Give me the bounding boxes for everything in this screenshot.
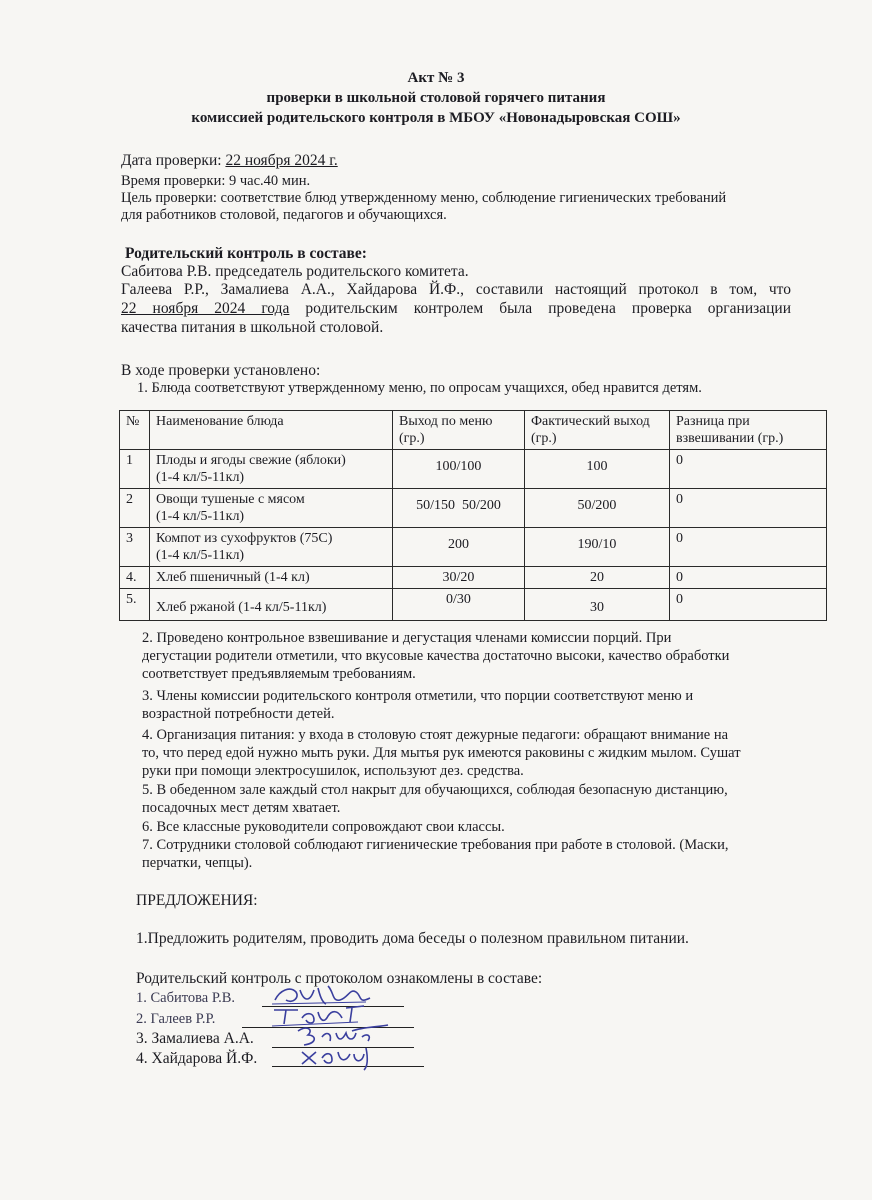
committee-heading: Родительский контроль в составе: [125, 245, 367, 262]
row-weight-difference: 0 [670, 567, 827, 589]
meals-table [119, 410, 827, 621]
header-actual-output: Фактический выход (гр.) [525, 411, 670, 450]
row-dish-name [150, 489, 393, 528]
committee-date: 22 ноября 2024 года [121, 300, 290, 317]
finding-7-line1: 7. Сотрудники столовой соблюдают гигиенические требования при работе в столовой. (Маски, [142, 837, 729, 853]
finding-5-line2: посадочных мест детям хватает. [142, 800, 341, 816]
row-weight-difference: 0 [670, 489, 827, 528]
row-weight-difference: 0 [670, 589, 827, 621]
finding-7-line2: перчатки, чепцы). [142, 855, 253, 871]
row-num: 2 [120, 489, 150, 528]
dish-grades-text: (1-4 кл/5-11кл) [156, 548, 245, 563]
finding-2-line1: 2. Проведено контрольное взвешивание и дегустация членами комиссии порций. При [142, 630, 672, 646]
document-title: Акт № 3 [407, 70, 465, 86]
row-menu-output: 0/30 [393, 589, 525, 621]
row-weight-difference: 0 [670, 528, 827, 567]
committee-statement-line [121, 300, 791, 318]
row-actual-output: 50/200 [525, 489, 670, 528]
row-dish-name: Хлеб ржаной (1-4 кл/5-11кл) [150, 589, 393, 621]
finding-4-line2: то, что перед едой нужно мыть руки. Для мытья рук имеются раковины с жидким мылом. Сушат [142, 745, 741, 761]
table-row [120, 589, 827, 621]
dish-name-text: Компот из сухофруктов (75С) [156, 531, 333, 546]
finding-3-line1: 3. Члены комиссии родительского контроля отметили, что порции соответствуют меню и [142, 688, 694, 704]
inspection-time: Время проверки: 9 час.40 мин. [121, 173, 311, 189]
inspection-goal-line2: для работников столовой, педагогов и обучающихся. [121, 207, 447, 223]
inspection-date-label: Дата проверки: [121, 152, 226, 169]
committee-statement: родительским контролем была проведена проверка организации [289, 300, 791, 317]
table-row [120, 450, 827, 489]
inspection-date-value: 22 ноября 2024 г. [225, 152, 338, 169]
row-dish-name [150, 528, 393, 567]
table-row [120, 567, 827, 589]
row-num: 4. [120, 567, 150, 589]
row-dish-name: Хлеб пшеничный (1-4 кл) [150, 567, 393, 589]
row-menu-output: 100/100 [393, 450, 525, 489]
committee-chair: Сабитова Р.В. председатель родительского комитета. [121, 263, 469, 280]
committee-members: Галеева Р.Р., Замалиева А.А., Хайдарова Й.Ф., составили настоящий протокол в том, что [121, 281, 791, 298]
header-menu-output: Выход по меню (гр.) [393, 411, 525, 450]
inspection-goal-line1: Цель проверки: соответствие блюд утвержденному меню, соблюдение гигиенических требований [121, 190, 727, 206]
member-2-label: 2. Галеев Р.Р. [136, 1011, 216, 1027]
member-3-label: 3. Замалиева А.А. [136, 1030, 254, 1047]
header-num: № [120, 411, 150, 450]
table-row [120, 528, 827, 567]
row-menu-output: 30/20 [393, 567, 525, 589]
finding-6: 6. Все классные руководители сопровождают свои классы. [142, 819, 505, 835]
dish-name-text: Овощи тушеные с мясом [156, 492, 305, 507]
row-dish-name [150, 450, 393, 489]
header-dish-name: Наименование блюда [150, 411, 393, 450]
dish-grades-text: (1-4 кл/5-11кл) [156, 470, 245, 485]
proposal-1: 1.Предложить родителям, проводить дома беседы о полезном правильном питании. [136, 930, 689, 947]
finding-2-line2: дегустации родители отметили, что вкусовые качества достаточно высоки, качество обработки [142, 648, 730, 664]
finding-3-line2: возрастной потребности детей. [142, 706, 335, 722]
row-menu-output: 50/150 50/200 [393, 489, 525, 528]
member-1-label: 1. Сабитова Р.В. [136, 990, 236, 1006]
proposals-heading: ПРЕДЛОЖЕНИЯ: [136, 892, 258, 909]
document-subtitle: проверки в школьной столовой горячего питания [266, 90, 606, 106]
table-header-row [120, 411, 827, 450]
member-4-label: 4. Хайдарова Й.Ф. [136, 1050, 258, 1067]
row-menu-output: 200 [393, 528, 525, 567]
committee-statement-end: качества питания в школьной столовой. [121, 319, 384, 336]
row-actual-output: 100 [525, 450, 670, 489]
table-row [120, 489, 827, 528]
finding-5-line1: 5. В обеденном зале каждый стол накрыт для обучающихся, соблюдая безопасную дистанцию, [142, 782, 728, 798]
document-subtitle-organization: комиссией родительского контроля в МБОУ «Новонадыровская СОШ» [191, 110, 681, 126]
findings-heading: В ходе проверки установлено: [121, 362, 321, 379]
row-num: 5. [120, 589, 150, 621]
finding-2-line3: соответствует предъявляемым требованиям. [142, 666, 416, 682]
row-num: 3 [120, 528, 150, 567]
row-weight-difference: 0 [670, 450, 827, 489]
inspection-date [121, 152, 338, 170]
dish-name-text: Плоды и ягоды свежие (яблоки) [156, 453, 346, 468]
row-actual-output: 190/10 [525, 528, 670, 567]
finding-4-line1: 4. Организация питания: у входа в столовую стоят дежурные педагоги: обращают внимание на [142, 727, 729, 743]
dish-grades-text: (1-4 кл/5-11кл) [156, 509, 245, 524]
finding-1: 1. Блюда соответствуют утвержденному меню, по опросам учащихся, обед нравится детям. [137, 380, 702, 396]
header-weight-difference: Разница при взвешивании (гр.) [670, 411, 827, 450]
signatures-intro: Родительский контроль с протоколом ознакомлены в составе: [136, 970, 543, 987]
row-num: 1 [120, 450, 150, 489]
finding-4-line3: руки при помощи электросушилок, используют дез. средства. [142, 763, 524, 779]
row-actual-output: 20 [525, 567, 670, 589]
signature-khaydarova [296, 1042, 386, 1072]
row-actual-output: 30 [525, 589, 670, 621]
